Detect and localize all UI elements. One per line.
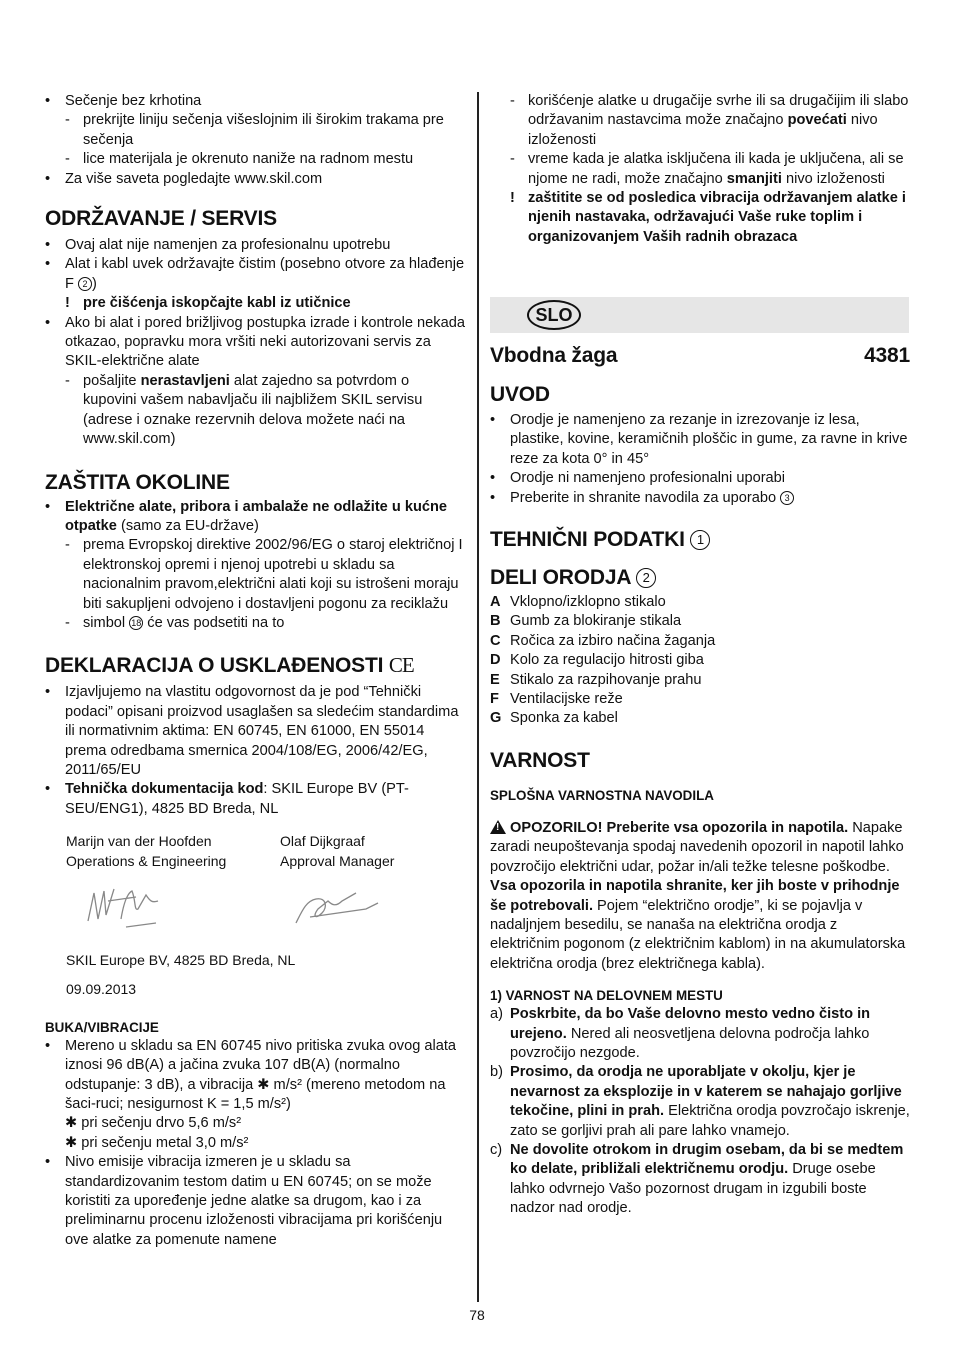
list-item: • Sečenje bez krhotina	[45, 92, 465, 111]
product-title-row	[490, 343, 910, 369]
list-item: • Orodje ni namenjeno profesionalni uporabi	[490, 469, 910, 488]
general-warning: ! OPOZORILO! Preberite vsa opozorila in napotila. Napake zaradi neupoštevanja spodaj navedenih opozoril in napotil lahko povzročijo električni udar, požar in/ali težke telesne poškodbe. Vsa opozorila in napotila shranite, ker jih boste v prihodnje še potrebovali. Pojem “električno orodje”, ki se pojavlja v nadaljnjem besedilu, se nanaša na električna orodja z električnim pogonom (z električnim kablom) in na akumulatorska električna orodja (brez električnega kabla).	[490, 819, 906, 972]
page-number: 78	[469, 1307, 485, 1323]
warning-item: ! pre čišćenja iskopčajte kabl iz utičnice	[45, 294, 465, 313]
figure-ref: 2	[78, 277, 92, 291]
maintenance-heading: ODRŽAVANJE / SERVIS	[45, 207, 277, 231]
list-item: • Ako bi alat i pored brižljivog postupka izrade i kontrole nekada otkazao, popravku mora vršiti neki autorizovani servis za SKIL-električne alate	[45, 314, 465, 372]
safety-item: b) Prosimo, da orodja ne uporabljate v okolju, kjer je nevarnost za eksplozije in v katerem se nahajajo gorljive tekočine, plini in prah. Električna orodja povzročajo iskrenje, zato se gorljivi prah ali pare lahko vnamejo.	[490, 1064, 910, 1139]
ce-mark: CE	[388, 653, 414, 678]
intro-heading: UVOD	[490, 383, 550, 406]
list-item: - prekrijte liniju sečenja višeslojnim ili širokim trakama pre sečenja	[45, 111, 465, 150]
signatories	[66, 832, 465, 871]
list-item: - pošaljite nerastavljeni alat zajedno sa potvrdom o kupovini vašem nabavljaču ili najbližem SKIL servisu (adrese i oznake rezervnih delova možete naći na www.skil.com)	[45, 372, 465, 450]
part-item: C Ročica za izbiro načina žaganja	[490, 632, 716, 649]
declaration-heading: DEKLARACIJA O USKLAĐENOSTI CE	[45, 653, 414, 678]
list-item: • Nivo emisije vibracija izmeren je u skladu sa standardizovanim testom datim u EN 60745; on se može koristiti za upoređenje jedne alatke sa drugom, kao i za preliminarnu procenu izloženosti vibracijama pri korišćenju ove alatke za pomenute namene	[45, 1153, 465, 1250]
part-item: B Gumb za blokiranje stikala	[490, 613, 682, 630]
signatory-2: Olaf Dijkgraaf Approval Manager	[280, 833, 395, 869]
signatory-1: Marijn van der Hoofden Operations & Engineering	[66, 833, 227, 869]
figure-ref: 3	[780, 491, 794, 505]
signature-1	[88, 889, 158, 927]
figure-ref: 2	[636, 568, 656, 588]
list-item: - korišćenje alatke u drugačije svrhe ili sa drugačijim ili slabo održavanim nastavcima može značajno povećati nivo izloženosti	[490, 92, 910, 150]
right-column-lower	[490, 343, 910, 1219]
warning-item: ! zaštitite se od posledica vibracija održavanjem alatke i njenih nastavaka, održavajući Vaše ruke toplim i organizovanjem Vaših radnih obrazaca	[490, 189, 910, 247]
signature-date: 09.09.2013	[66, 981, 137, 998]
parts-list	[490, 593, 910, 729]
signatures	[66, 871, 465, 951]
environment-heading: ZAŠTITA OKOLINE	[45, 470, 230, 494]
list-item: • Mereno u skladu sa EN 60745 nivo pritiska zvuka ovog alata iznosi 96 dB(A) a jačina zvuka 107 dB(A) (normalno odstupanje: 3 dB), a vibracija ✱ m/s² (mereno metodom na šaci-ruci; nesigurnost K = 1,5 m/s²) ✱ pri sečenju drvo 5,6 m/s² ✱ pri sečenju metal 3,0 m/s²	[45, 1037, 465, 1153]
product-number: 4381	[864, 344, 910, 367]
language-badge: SLO	[527, 300, 581, 330]
figure-ref: 18	[131, 617, 142, 628]
safety-item: a) Poskrbite, da bo Vaše delovno mesto vedno čisto in urejeno. Nered ali neosvetljena delovna področja lahko povzročijo nezgode.	[490, 1006, 871, 1061]
list-item: • Orodje je namenjeno za rezanje in izrezovanje iz lesa, plastike, kovine, keramičnih ploščic in gume, za ravne in krive reze za kota 0° in 45°	[490, 411, 910, 469]
noise-heading: BUKA/VIBRACIJE	[45, 1019, 159, 1035]
signature-2	[296, 893, 378, 923]
signature-company: SKIL Europe BV, 4825 BD Breda, NL	[66, 952, 296, 968]
list-item: • Za više saveta pogledajte www.skil.com	[45, 170, 465, 189]
list-item: - lice materijala je okrenuto naniže na radnom mestu	[45, 150, 465, 169]
parts-heading: DELI ORODJA 2	[490, 565, 910, 591]
safety-item: c) Ne dovolite otrokom in drugim osebam, da bi se medtem ko delate, približali električnemu orodju. Druge osebe lahko odvrnejo Vašo pozornost drugam in izgubili boste nadzor nad orodje.	[490, 1141, 904, 1217]
list-item: • Električne alate, pribora i ambalaže ne odlažite u kućne otpatke (samo za EU-države)	[45, 498, 465, 537]
product-title: Vbodna žaga	[490, 344, 618, 367]
list-item: - simbol 18 će vas podsetiti na to	[45, 614, 465, 633]
list-item: • Tehnička dokumentacija kod: SKIL Europe BV (PT-SEU/ENG1), 4825 BD Breda, NL	[45, 780, 465, 819]
list-item: - prema Evropskoj direktive 2002/96/EG o staroj električnoj I elektronskoj opremi i njenoj upotrebi u skladu sa nacionalnim pravom,električni alati koji su istrošeni moraju biti sakupljeni odvojeno i dostavljeni pogonu za reciklažu	[45, 536, 465, 614]
part-item: F Ventilacijske reže	[490, 691, 623, 708]
part-item: D Kolo za regulacijo hitrosti giba	[490, 652, 704, 669]
list-item: • Alat i kabl uvek održavajte čistim (posebno otvore za hlađenje F 2 )	[45, 255, 465, 294]
safety-subheading: SPLOŠNA VARNOSTNA NAVODILA	[490, 787, 714, 803]
part-item: E Stikalo za razpihovanje prahu	[490, 671, 702, 688]
part-item: A Vklopno/izklopno stikalo	[490, 594, 666, 611]
list-item: - vreme kada je alatka isključena ili kada je uključena, ali se njome ne radi, može značajno smanjiti nivo izloženosti	[490, 150, 910, 189]
column-divider	[477, 92, 479, 1302]
signature-images	[66, 871, 486, 951]
tech-data-heading: TEHNIČNI PODATKI 1	[490, 527, 910, 553]
figure-ref: 1	[690, 530, 710, 550]
list-item: • Izjavljujemo na vlastitu odgovornost da je pod “Tehnički podaci” opisani proizvod usaglašen sa sledećim standardima ili normativnim aktima: EN 60745, EN 61000, EN 55014 prema odredbama smernica 2004/108/EG, 2006/42/EG, 2011/65/EU	[45, 683, 465, 780]
work-area-heading: 1) VARNOST NA DELOVNEM MESTU	[490, 988, 723, 1004]
right-column	[490, 92, 910, 247]
list-item: • Ovaj alat nije namenjen za profesionalnu upotrebu	[45, 236, 465, 255]
left-column	[45, 92, 465, 1250]
safety-heading: VARNOST	[490, 748, 590, 772]
list-item: • Preberite in shranite navodila za uporabo 3	[490, 489, 910, 508]
part-item: G Sponka za kabel	[490, 710, 618, 727]
warning-icon: !	[490, 820, 506, 834]
